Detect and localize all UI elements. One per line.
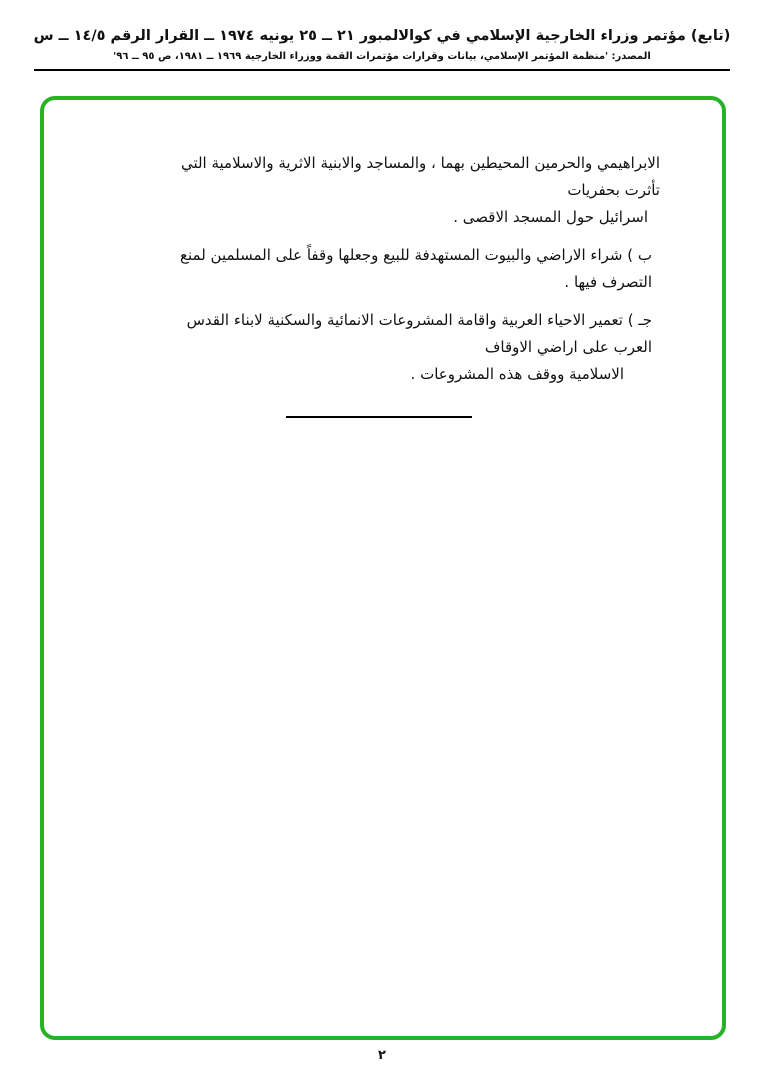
source-line: المصدر: 'منظمة المؤتمر الإسلامي، بيانات وقرارات مؤتمرات القمة ووزراء الخارجية ١٩٦٩ ــ ١٩٨١، ص ٩٥ ــ ٩٦' xyxy=(113,51,651,62)
document-header xyxy=(0,0,764,62)
paragraph-line: الابراهيمي والحرمين المحيطين بهما ، والمساجد والابنية الاثرية والاسلامية التي تأثرت بحفريات xyxy=(180,154,660,199)
paragraph-line: اسرائيل حول المسجد الاقصى . xyxy=(453,208,648,226)
paragraph-line: ب ) شراء الاراضي والبيوت المستهدفة للبيع وجعلها وقفاً على المسلمين لمنع التصرف فيها . xyxy=(180,246,652,291)
content-frame xyxy=(40,96,726,1040)
paragraph-continuation xyxy=(144,150,660,231)
body-text xyxy=(144,150,660,388)
paragraph-item-b xyxy=(144,242,660,296)
header-divider xyxy=(34,69,730,71)
page-footer xyxy=(0,1048,764,1082)
section-end-divider xyxy=(286,416,472,418)
paragraph-item-jeem xyxy=(144,307,660,388)
page-number: ٢ xyxy=(378,1048,386,1063)
document-title: (تابع) مؤتمر وزراء الخارجية الإسلامي في كوالالمبور ٢١ ــ ٢٥ يونيه ١٩٧٤ ــ القرار الرقم ١٤/٥ ــ س xyxy=(33,28,731,44)
paragraph-line: الاسلامية ووقف هذه المشروعات . xyxy=(410,365,624,383)
paragraph-line: جـ ) تعمير الاحياء العربية واقامة المشروعات الانمائية والسكنية لابناء القدس العرب على اراضي الاوقاف xyxy=(186,311,652,356)
